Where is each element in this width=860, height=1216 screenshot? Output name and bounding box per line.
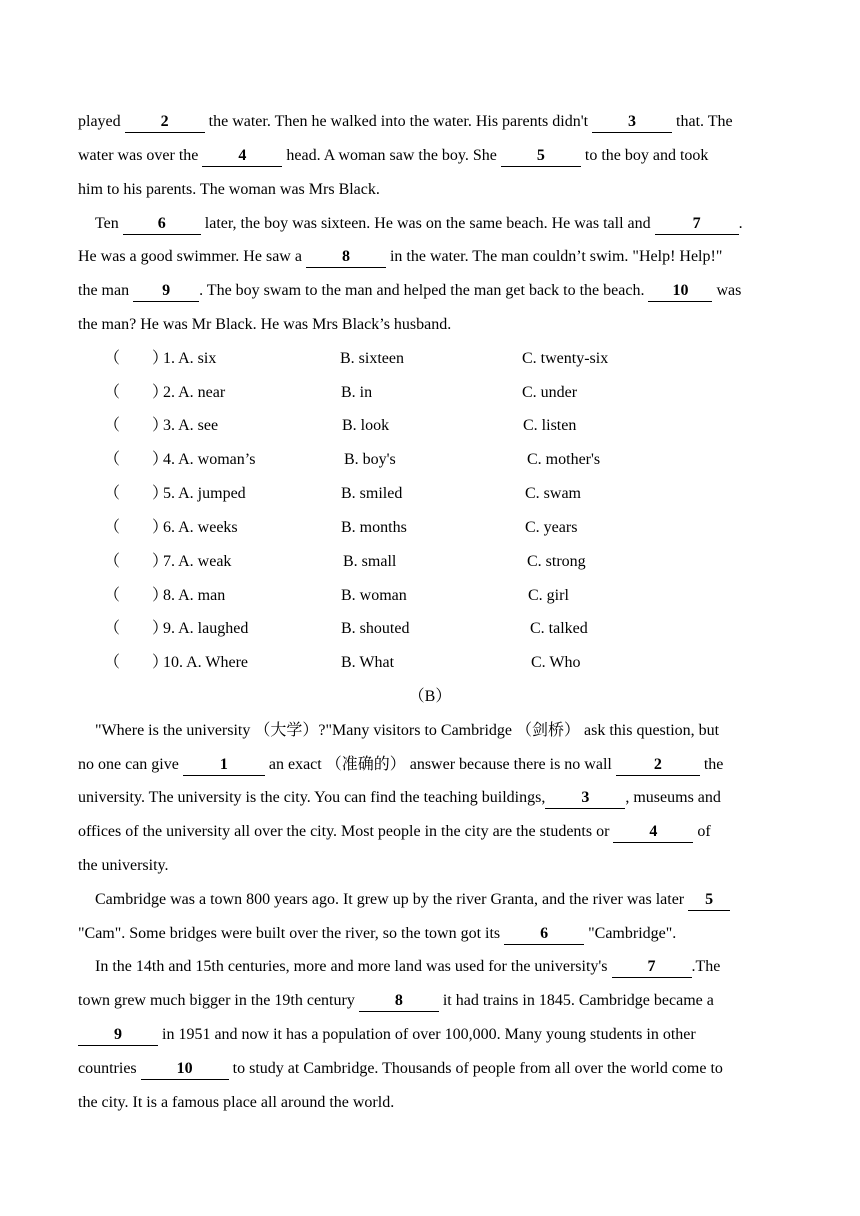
option-a: 3. A. see — [163, 417, 219, 434]
answer-bracket[interactable]: （ ） — [104, 519, 169, 536]
passage-b-line-7: "Cam". Some bridges were built over the river, so the town got its 6 "Cambridge". — [78, 922, 784, 946]
blank-5[interactable]: 5 — [501, 147, 581, 167]
blank-4[interactable]: 4 — [202, 147, 282, 167]
passage-b-line-6: Cambridge was a town 800 years ago. It grew up by the river Granta, and the river was later 5 — [95, 888, 801, 912]
option-a: 1. A. six — [163, 350, 217, 367]
option-a: 8. A. man — [163, 587, 226, 604]
passage-b-line-3: university. The university is the city. You can find the teaching buildings, 3 , museums and — [78, 786, 784, 810]
option-b: B. look — [342, 417, 390, 434]
blank-7[interactable]: 7 — [612, 958, 692, 978]
passage-b-line-9: town grew much bigger in the 19th century 8 it had trains in 1845. Cambridge became a — [78, 989, 784, 1013]
option-b: B. shouted — [341, 620, 410, 637]
option-a: 5. A. jumped — [163, 485, 246, 502]
section-b-heading: （B） — [408, 688, 452, 705]
option-b: B. What — [341, 654, 395, 671]
blank-6[interactable]: 6 — [123, 215, 201, 235]
blank-6[interactable]: 6 — [504, 925, 584, 945]
option-c: C. Who — [531, 654, 581, 671]
option-c: C. under — [522, 384, 578, 401]
blank-3[interactable]: 3 — [592, 113, 672, 133]
blank-10[interactable]: 10 — [648, 282, 712, 302]
answer-bracket[interactable]: （ ） — [104, 654, 169, 671]
blank-9[interactable]: 9 — [78, 1026, 158, 1046]
passage-a-line-3: him to his parents. The woman was Mrs Black. — [78, 181, 380, 198]
option-c: C. twenty-six — [522, 350, 609, 367]
option-a: 7. A. weak — [163, 553, 232, 570]
option-c: C. mother's — [527, 451, 601, 468]
passage-b-line-2: no one can give 1 an exact （准确的） answer because there is no wall 2 the — [78, 753, 784, 777]
option-c: C. listen — [523, 417, 577, 434]
passage-b-line-12: the city. It is a famous place all around the world. — [78, 1094, 395, 1111]
option-a: 2. A. near — [163, 384, 226, 401]
answer-bracket[interactable]: （ ） — [104, 553, 169, 570]
option-a: 10. A. Where — [163, 654, 249, 671]
option-a: 4. A. woman’s — [163, 451, 256, 468]
blank-1[interactable]: 1 — [183, 756, 265, 776]
passage-a-line-1: played 2 the water. Then he walked into the water. His parents didn't 3 that. The — [78, 110, 784, 134]
answer-bracket[interactable]: （ ） — [104, 620, 169, 637]
option-a: 6. A. weeks — [163, 519, 238, 536]
passage-a-line-5: He was a good swimmer. He saw a 8 in the water. The man couldn’t swim. "Help! Help!" — [78, 245, 784, 269]
option-a: 9. A. laughed — [163, 620, 249, 637]
passage-b-line-1: "Where is the university （大学）?"Many visitors to Cambridge （剑桥） ask this question, but — [95, 722, 720, 739]
option-c: C. years — [525, 519, 578, 536]
answer-bracket[interactable]: （ ） — [104, 451, 169, 468]
passage-b-line-11: countries 10 to study at Cambridge. Thousands of people from all over the world come to — [78, 1057, 784, 1081]
passage-a-line-2: water was over the 4 head. A woman saw the boy. She 5 to the boy and took — [78, 144, 784, 168]
blank-8[interactable]: 8 — [359, 992, 439, 1012]
answer-bracket[interactable]: （ ） — [104, 417, 169, 434]
blank-4[interactable]: 4 — [613, 823, 693, 843]
answer-bracket[interactable]: （ ） — [104, 485, 169, 502]
passage-b-line-5: the university. — [78, 857, 169, 874]
blank-10[interactable]: 10 — [141, 1060, 229, 1080]
blank-3[interactable]: 3 — [545, 789, 625, 809]
option-b: B. small — [343, 553, 397, 570]
option-c: C. swam — [525, 485, 581, 502]
passage-a-line-4: Ten 6 later, the boy was sixteen. He was on the same beach. He was tall and 7 . — [95, 212, 801, 236]
option-c: C. strong — [527, 553, 586, 570]
blank-2[interactable]: 2 — [125, 113, 205, 133]
passage-a-line-7: the man? He was Mr Black. He was Mrs Black’s husband. — [78, 316, 452, 333]
option-b: B. boy's — [344, 451, 396, 468]
option-b: B. smiled — [341, 485, 403, 502]
option-b: B. woman — [341, 587, 407, 604]
option-b: B. months — [341, 519, 407, 536]
blank-5[interactable]: 5 — [688, 891, 730, 911]
answer-bracket[interactable]: （ ） — [104, 350, 169, 367]
option-b: B. sixteen — [340, 350, 404, 367]
passage-a-line-6: the man 9 . The boy swam to the man and helped the man get back to the beach. 10 was — [78, 279, 784, 303]
blank-9[interactable]: 9 — [133, 282, 199, 302]
blank-8[interactable]: 8 — [306, 248, 386, 268]
passage-b-line-4: offices of the university all over the city. Most people in the city are the students or 4 of — [78, 820, 784, 844]
option-c: C. girl — [528, 587, 569, 604]
blank-2[interactable]: 2 — [616, 756, 700, 776]
option-c: C. talked — [530, 620, 588, 637]
blank-7[interactable]: 7 — [655, 215, 739, 235]
answer-bracket[interactable]: （ ） — [104, 384, 169, 401]
passage-b-line-8: In the 14th and 15th centuries, more and more land was used for the university's 7 .The — [95, 955, 801, 979]
answer-bracket[interactable]: （ ） — [104, 587, 169, 604]
passage-b-line-10: 9 in 1951 and now it has a population of over 100,000. Many young students in other — [78, 1023, 784, 1047]
option-b: B. in — [341, 384, 373, 401]
